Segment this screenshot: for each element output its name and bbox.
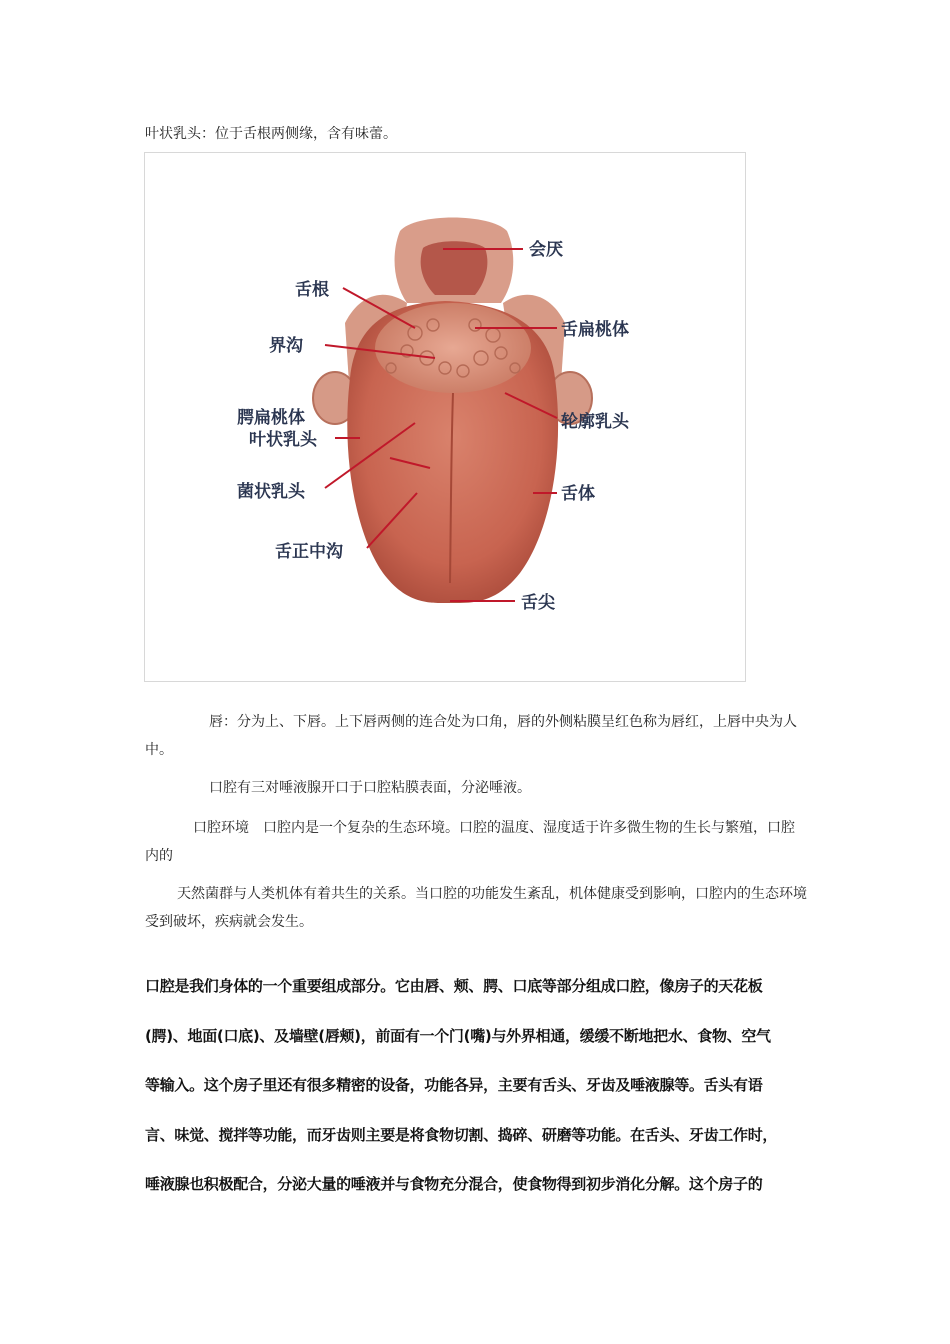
oral-environment-paragraph: 口腔环境 口腔内是一个复杂的生态环境。口腔的温度、湿度适于许多微生物的生长与繁殖，口腔内的 [145, 820, 795, 864]
flora-paragraph: 天然菌群与人类机体有着共生的关系。当口腔的功能发生紊乱，机体健康受到影响，口腔内的生态环境受到破坏，疾病就会发生。 [145, 886, 807, 930]
label-palatine-tonsil: 腭扁桃体 [237, 408, 305, 428]
label-apex: 舌尖 [521, 593, 555, 613]
label-foliate: 叶状乳头 [249, 430, 317, 450]
tongue-diagram [145, 153, 745, 681]
body-line: 唾液腺也积极配合，分泌大量的唾液并与食物充分混合，使食物得到初步消化分解。这个房子的 [145, 1175, 763, 1193]
lips-paragraph: 唇：分为上、下唇。上下唇两侧的连合处为口角，唇的外侧粘膜呈红色称为唇红，上唇中央为人中。 [145, 714, 797, 758]
tongue-anatomy-figure [144, 152, 746, 682]
label-circumvallate: 轮廓乳头 [561, 412, 629, 432]
body-line: 等输入。这个房子里还有很多精密的设备，功能各异，主要有舌头、牙齿及唾液腺等。舌头有语 [145, 1076, 763, 1094]
label-tongue-root: 舌根 [295, 280, 329, 300]
oral-cavity-body-text [145, 962, 815, 1210]
intro-paragraph: 叶状乳头：位于舌根两侧缘，含有味蕾。 [145, 126, 397, 142]
label-lingual-tonsil: 舌扁桃体 [561, 320, 629, 340]
body-line: (腭)、地面(口底)、及墙壁(唇颊)，前面有一个门(嘴)与外界相通，缓缓不断地把水、食物、空气 [145, 1026, 771, 1045]
salivary-paragraph: 口腔有三对唾液腺开口于口腔粘膜表面，分泌唾液。 [209, 780, 531, 796]
body-line: 言、味觉、搅拌等功能，而牙齿则主要是将食物切割、捣碎、研磨等功能。在舌头、牙齿工作时， [145, 1125, 778, 1144]
tongue-root [375, 303, 531, 393]
body-line: 口腔是我们身体的一个重要组成部分。它由唇、颊、腭、口底等部分组成口腔，像房子的天花板 [145, 977, 763, 995]
label-fungiform: 菌状乳头 [237, 482, 305, 502]
label-body: 舌体 [561, 484, 595, 504]
label-median-sulcus: 舌正中沟 [275, 542, 343, 562]
label-sulcus: 界沟 [269, 336, 303, 356]
label-epiglottis: 会厌 [529, 240, 563, 260]
